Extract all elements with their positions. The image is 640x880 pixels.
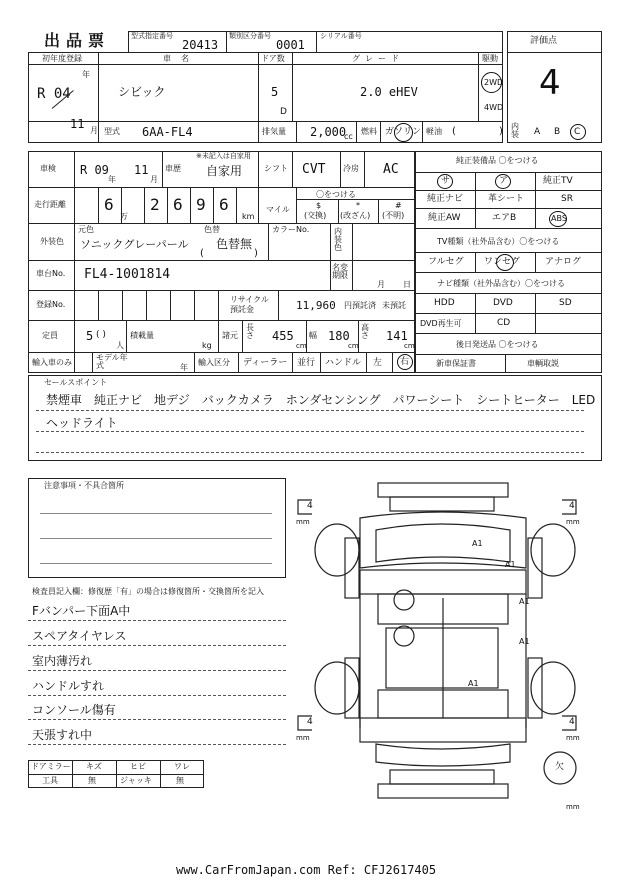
color-paren-close: ) xyxy=(254,248,258,259)
light-oil-label: 軽油 xyxy=(426,127,442,136)
tamper-label: (改ざん) xyxy=(340,211,371,220)
category-label: 類別区分番号 xyxy=(229,32,271,40)
fuel-paren-open: ( xyxy=(452,126,456,137)
recycle-value: 11,960 xyxy=(296,299,336,312)
reg-label: 登録No. xyxy=(36,300,66,309)
legend-val-3: ジャッキ xyxy=(120,776,152,785)
capacity-paren: ( ) xyxy=(96,330,106,340)
sales-label: セールスポイント xyxy=(44,378,108,387)
tire-rr-mm: mm xyxy=(566,734,580,742)
inspection-month-unit: 月 xyxy=(150,175,158,184)
interior-label: 内装 xyxy=(511,122,519,139)
door-suffix: D xyxy=(280,107,287,117)
shift-value: CVT xyxy=(302,162,326,177)
tamper-symbol: * xyxy=(356,201,360,210)
note-item-1: Fバンパー下面A中 xyxy=(32,604,131,618)
first-reg-label: 初年度登録 xyxy=(42,54,82,63)
history-note: ※未記入は自家用 xyxy=(196,152,251,160)
type-label: 型式 xyxy=(104,127,120,136)
interior-color-label: 内装色 xyxy=(334,227,342,252)
equip-tv: 純正TV xyxy=(543,176,573,186)
mileage-digit-1: 6 xyxy=(104,195,114,214)
later-warranty: 新車保証書 xyxy=(436,359,476,368)
navi-label: ナビ種類（社外品含む）〇をつける xyxy=(437,279,565,288)
interior-b: B xyxy=(554,127,561,137)
tire-fr: 4 xyxy=(569,501,575,511)
capacity-label: 定員 xyxy=(42,331,58,340)
length-value: 455 xyxy=(272,329,294,343)
inspection-year: R 09 xyxy=(80,163,109,177)
color-change-value: 色替無 xyxy=(216,237,253,251)
cc-unit: cc xyxy=(344,132,353,141)
import-type-label: 輸入区分 xyxy=(198,358,230,367)
man-unit: 万 xyxy=(120,212,128,221)
type-value: 6AA-FL4 xyxy=(142,125,193,139)
orig-color-label: 元色 xyxy=(78,225,94,234)
navi-dvd: DVD xyxy=(493,298,513,308)
year-unit: 年 xyxy=(82,70,90,79)
tv-analog: アナログ xyxy=(545,257,582,267)
sales-line-2: ヘッドライト xyxy=(46,416,118,430)
recycle-label: リサイクル預託金 xyxy=(230,295,269,314)
navi-cd: CD xyxy=(497,318,511,328)
tv-fullseg: フルセグ xyxy=(428,257,464,267)
unknown-symbol: # xyxy=(395,201,402,210)
equip-aw: ア xyxy=(499,176,509,186)
name-change-month-unit: 月 xyxy=(377,280,385,289)
exchange-label: (交換) xyxy=(304,211,327,220)
damage-mark-1: A1 xyxy=(472,539,483,548)
height-label: 高さ xyxy=(361,323,369,340)
genuine-label: 純正装備品 〇をつける xyxy=(456,156,539,165)
note-item-3: 室内薄汚れ xyxy=(32,654,93,668)
circle-note: 〇をつける xyxy=(316,190,356,199)
length-label: 長さ xyxy=(246,323,254,340)
mileage-digit-3: 6 xyxy=(173,195,183,214)
capacity-value: 5 xyxy=(86,329,94,343)
interior-c: C xyxy=(574,127,581,137)
navi-dvd-play: DVD再生可 xyxy=(420,319,462,328)
model-no: 20413 xyxy=(182,38,219,52)
equip-aw2: 純正AW xyxy=(428,213,461,223)
exterior-color-label: 外装色 xyxy=(40,237,64,246)
recycle-unpaid: 未預託 xyxy=(382,301,406,310)
dims-label: 諸元 xyxy=(222,331,238,340)
history-label: 車歴 xyxy=(165,164,181,173)
mileage-label: 走行距離 xyxy=(34,200,66,209)
legend-head-2: キズ xyxy=(86,762,102,771)
later-label: 後日発送品 〇をつける xyxy=(456,340,539,349)
shift-label: シフト xyxy=(264,164,288,173)
name-change-label: 名変期限 xyxy=(332,263,348,280)
note-item-2: スペアタイヤレス xyxy=(32,629,127,643)
tire-rl: 4 xyxy=(307,717,313,727)
name-change-day-unit: 日 xyxy=(403,280,411,289)
load-label: 積載量 xyxy=(130,331,154,340)
car-name-label: 車名 xyxy=(163,54,199,63)
capacity-unit: 人 xyxy=(116,341,124,350)
legend-head-4: ワレ xyxy=(174,762,190,771)
width-unit: cm xyxy=(348,342,359,350)
drive-label: 駆動 xyxy=(482,54,498,63)
chassis-label: 車台No. xyxy=(36,269,66,278)
damage-mark-2: A1 xyxy=(505,560,516,569)
car-name: シビック xyxy=(118,85,166,99)
model-no-label: 型式指定番号 xyxy=(131,32,173,40)
color-no-label: カラーNo. xyxy=(272,225,310,234)
height-unit: cm xyxy=(404,342,415,350)
drive-4wd: 4WD xyxy=(484,103,504,112)
category-no: 0001 xyxy=(276,38,305,52)
width-value: 180 xyxy=(328,329,350,343)
legend-val-1: 工具 xyxy=(42,776,58,785)
interior-a: A xyxy=(534,127,541,137)
equip-abs: ABS xyxy=(551,214,567,223)
equip-ac: サ xyxy=(441,176,451,186)
legend-head-3: ヒビ xyxy=(130,762,146,771)
tire-fl: 4 xyxy=(307,501,313,511)
note-item-4: ハンドルすれ xyxy=(32,679,105,693)
handle-left: 左 xyxy=(373,358,383,368)
mileage-digit-4: 9 xyxy=(196,195,206,214)
tv-oneseg: ワンセグ xyxy=(484,257,521,267)
equip-sr: SR xyxy=(561,194,573,204)
parallel-option: 並行 xyxy=(297,358,316,368)
grade-label: グレード xyxy=(352,54,404,63)
legend-val-2: 無 xyxy=(88,776,96,785)
ac-label: 冷房 xyxy=(343,164,359,173)
model-year-label: モデル年式 xyxy=(96,353,128,370)
inspection-year-unit: 年 xyxy=(108,175,116,184)
km-unit: km xyxy=(242,212,255,221)
spare-mm: mm xyxy=(566,803,580,811)
handle-right: 右 xyxy=(400,357,410,367)
tire-fl-mm: mm xyxy=(296,518,310,526)
inspection-month: 11 xyxy=(134,163,149,177)
recycle-unit: 円預託済 xyxy=(344,301,376,310)
grade-value: 2.0 eHEV xyxy=(360,85,418,99)
later-manual: 車輌取説 xyxy=(527,359,559,368)
first-reg-month: 11 xyxy=(70,117,85,131)
chassis-value: FL4-1001814 xyxy=(84,267,171,282)
tv-label: TV種類（社外品含む）〇をつける xyxy=(437,237,560,246)
legend-head-1: ドアミラー xyxy=(31,762,71,771)
serial-label: シリアル番号 xyxy=(320,32,362,40)
navi-sd: SD xyxy=(559,298,572,308)
width-label: 幅 xyxy=(309,331,317,340)
equip-navi: 純正ナビ xyxy=(427,194,464,204)
score-value: 4 xyxy=(539,63,561,103)
tire-rl-mm: mm xyxy=(296,734,310,742)
mileage-digit-2: 2 xyxy=(150,195,160,214)
damage-mark-5: A1 xyxy=(468,679,479,688)
handle-label: ハンドル xyxy=(325,358,362,368)
navi-hdd: HDD xyxy=(434,298,455,308)
import-label: 輸入車のみ xyxy=(32,358,72,367)
car-body-outline xyxy=(345,483,542,798)
note-item-6: 天張すれ中 xyxy=(32,728,93,742)
equip-leather: 革シート xyxy=(488,194,525,204)
inspection-label: 車検 xyxy=(40,164,56,173)
month-unit: 月 xyxy=(90,126,98,135)
load-unit: kg xyxy=(202,341,212,350)
damage-mark-4: A1 xyxy=(519,637,530,646)
color-change-label: 色替 xyxy=(204,225,220,234)
fuel-value: ガソリン xyxy=(385,127,422,137)
tire-rr: 4 xyxy=(569,717,575,727)
note-item-5: コンソール傷有 xyxy=(32,703,116,717)
doors-value: 5 xyxy=(271,85,279,99)
sales-line-1: 禁煙車 純正ナビ 地デジ バックカメラ ホンダセンシング パワーシート シートヒーター LED xyxy=(46,393,596,407)
history-value: 自家用 xyxy=(206,164,243,178)
inspector-label: 検査員記入欄：修復歴「有」の場合は修復箇所・交換箇所を記入 xyxy=(32,587,264,596)
equip-airbag: エアB xyxy=(492,213,517,223)
dealer-option: ディーラー xyxy=(243,358,288,368)
orig-color-value: ソニックグレーパール xyxy=(80,238,189,251)
fuel-paren-close: ) xyxy=(499,126,503,137)
unknown-label: (不明) xyxy=(382,211,405,220)
fuel-label: 燃料 xyxy=(361,127,377,136)
mileage-digit-5: 6 xyxy=(219,195,229,214)
damage-mark-3: A1 xyxy=(519,597,530,606)
ac-value: AC xyxy=(383,162,399,177)
mile-label: マイル xyxy=(266,205,290,214)
model-year-unit: 年 xyxy=(180,363,188,372)
tire-fr-mm: mm xyxy=(566,518,580,526)
color-paren-open: ( xyxy=(200,248,204,259)
drive-2wd: 2WD xyxy=(484,78,504,87)
form-title: 出品票 xyxy=(44,31,111,50)
spare-label: 欠 xyxy=(555,762,565,772)
notes-label: 注意事項・不具合箇所 xyxy=(44,481,124,490)
wheels xyxy=(315,524,575,714)
score-label: 評価点 xyxy=(530,36,558,46)
exchange-symbol: $ xyxy=(316,201,322,210)
displacement-value: 2,000 xyxy=(310,125,347,139)
footer-watermark: www.CarFromJapan.com Ref: CFJ2617405 xyxy=(176,863,437,877)
length-unit: cm xyxy=(296,342,307,350)
height-value: 141 xyxy=(386,329,408,343)
displacement-label: 排気量 xyxy=(262,127,286,136)
first-reg-year: R 04 xyxy=(37,86,71,102)
tire-brackets xyxy=(298,500,576,730)
doors-label: ドア数 xyxy=(261,54,285,63)
legend-val-4: 無 xyxy=(176,776,184,785)
